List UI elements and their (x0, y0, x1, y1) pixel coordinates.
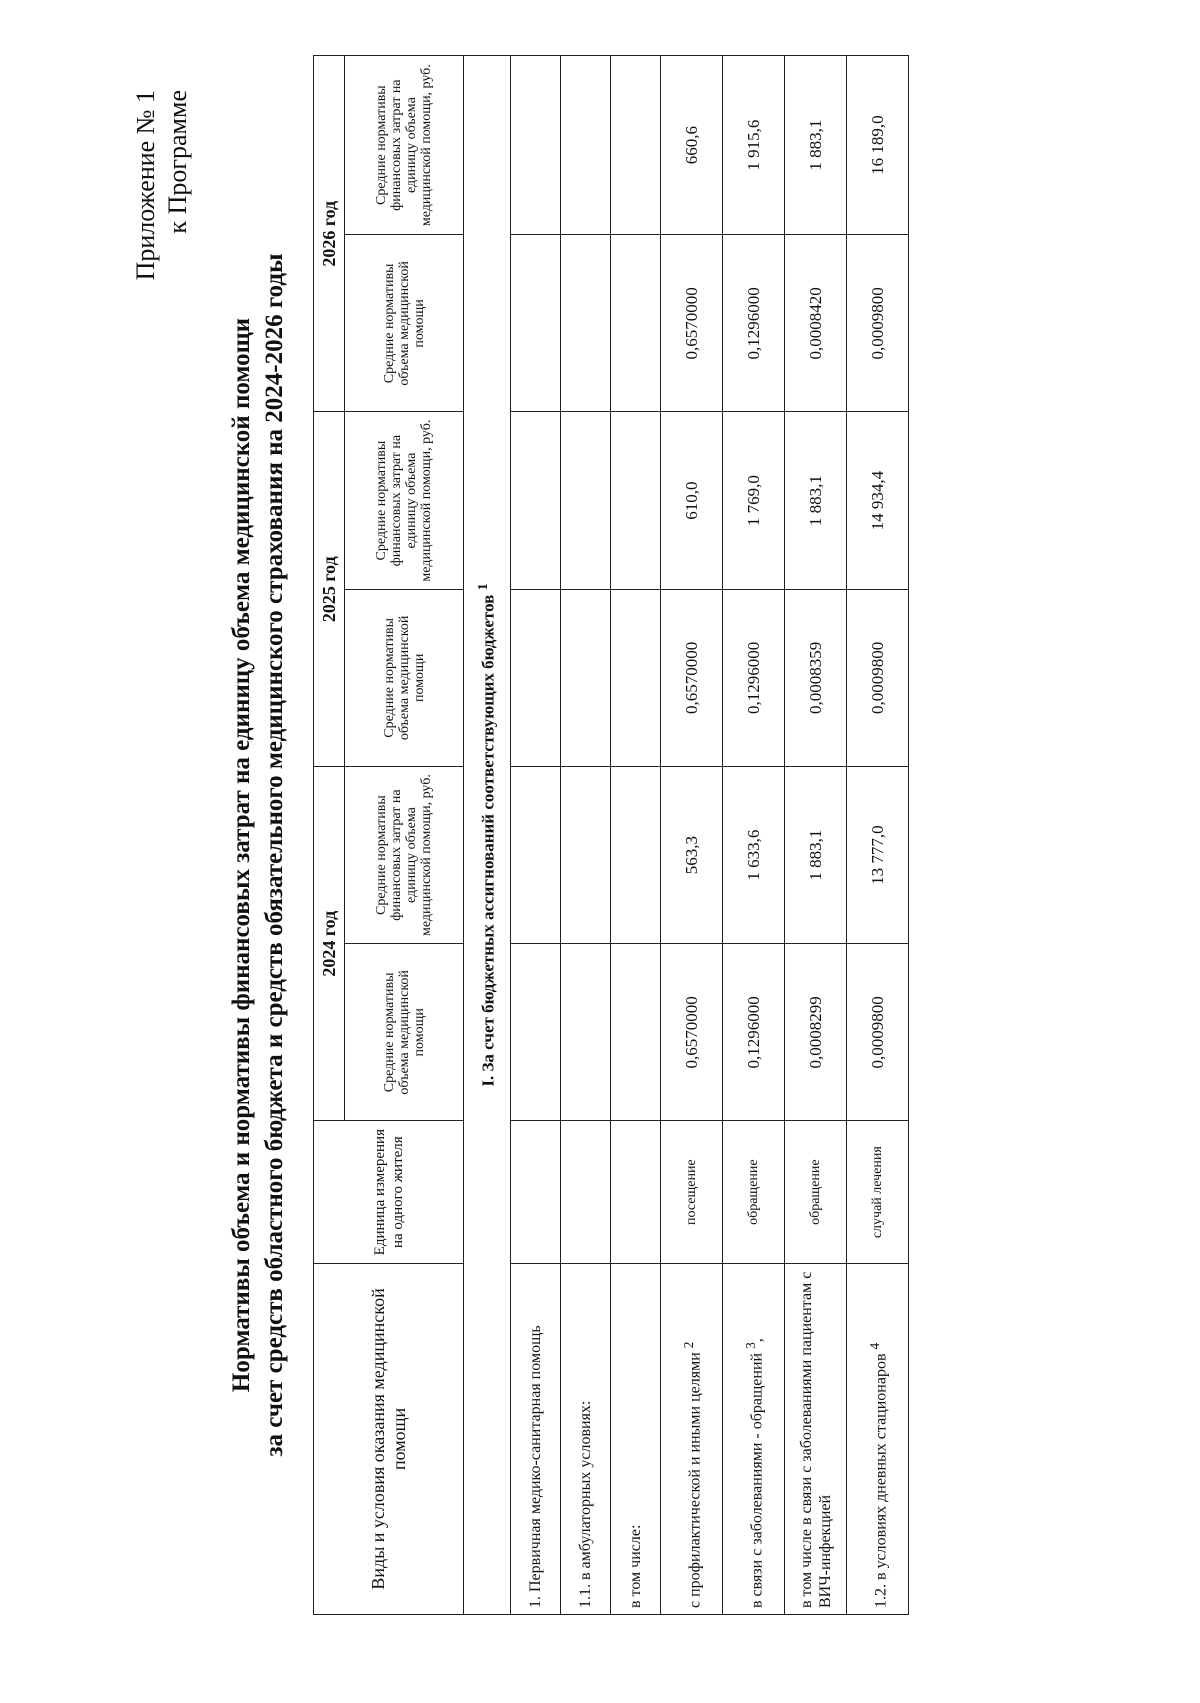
row-unit: обращение (785, 1121, 847, 1263)
row-unit: посещение (661, 1121, 723, 1263)
cell-2026-volume: 0,6570000 (661, 235, 723, 412)
header-volume-2025: Средние нормативы объема медицинской помощи (345, 589, 464, 766)
cell-2025-cost (611, 412, 661, 589)
header-year-2025: 2025 год (314, 412, 345, 766)
row-unit (511, 1121, 561, 1263)
title-line-2: за счет средств областного бюджета и средств обязательного медицинского страхования на 2024-2026 годы (261, 253, 288, 1457)
cell-2026-volume (511, 235, 561, 412)
cell-2026-cost (511, 56, 561, 235)
cell-2026-cost (611, 56, 661, 235)
cell-2024-volume (561, 944, 611, 1121)
cell-2026-volume (611, 235, 661, 412)
cell-2026-cost: 660,6 (661, 56, 723, 235)
table-row (561, 56, 611, 1615)
row-label-text: в связи с заболеваниями - обращений (748, 1352, 766, 1608)
cell-2025-volume: 0,6570000 (661, 589, 723, 766)
row-label-text: с профилактической и иными целями (686, 1352, 704, 1608)
cell-2024-cost: 1 633,6 (723, 766, 785, 943)
cell-2024-volume: 0,6570000 (661, 944, 723, 1121)
cell-2025-cost: 1 883,1 (785, 412, 847, 589)
header-unit: Единица измерения на одного жителя (314, 1121, 464, 1263)
cell-2025-volume (511, 589, 561, 766)
table-row (511, 56, 561, 1615)
cell-2024-cost: 563,3 (661, 766, 723, 943)
row-unit (561, 1121, 611, 1263)
header-year-2026: 2026 год (314, 56, 345, 413)
cell-2024-volume: 0,0008299 (785, 944, 847, 1121)
cell-2025-cost: 1 769,0 (723, 412, 785, 589)
cell-2026-volume: 0,0008420 (785, 235, 847, 412)
cell-2024-cost (611, 766, 661, 943)
row-footnote-mark: 2 (680, 1341, 696, 1349)
table-row (847, 56, 909, 1615)
table-row (785, 56, 847, 1615)
cell-2025-cost (561, 412, 611, 589)
cell-2024-volume (511, 944, 561, 1121)
cell-2026-cost: 1 883,1 (785, 56, 847, 235)
row-unit: обращение (723, 1121, 785, 1263)
header-volume-2024: Средние нормативы объема медицинской помощи (345, 944, 464, 1121)
row-label-suffix: , (748, 1338, 766, 1343)
header-cost-2024: Средние нормативы финансовых затрат на единицу объема медицинской помощи, руб. (345, 766, 464, 943)
row-label (661, 1263, 723, 1614)
document-title (225, 30, 291, 1680)
header-volume-2026: Средние нормативы объема медицинской помощи (345, 235, 464, 412)
cell-2026-cost: 16 189,0 (847, 56, 909, 235)
cell-2024-cost (511, 766, 561, 943)
section-heading (464, 56, 511, 1615)
cell-2025-volume (561, 589, 611, 766)
row-unit: случай лечения (847, 1121, 909, 1263)
cell-2026-volume: 0,1296000 (723, 235, 785, 412)
cell-2025-volume: 0,0008359 (785, 589, 847, 766)
row-label: в том числе в связи с заболеваниями пациентам с ВИЧ-инфекцией (785, 1263, 847, 1614)
cell-2024-volume: 0,1296000 (723, 944, 785, 1121)
row-label (847, 1263, 909, 1614)
cell-2026-volume: 0,0009800 (847, 235, 909, 412)
table-row (723, 56, 785, 1615)
cell-2025-volume: 0,1296000 (723, 589, 785, 766)
row-label (723, 1263, 785, 1614)
cell-2024-volume: 0,0009800 (847, 944, 909, 1121)
cell-2026-cost: 1 915,6 (723, 56, 785, 235)
row-label: 1. Первичная медико-санитарная помощь (511, 1263, 561, 1614)
header-cost-2026: Средние нормативы финансовых затрат на единицу объема медицинской помощи, руб. (345, 56, 464, 235)
section-footnote-mark: 1 (475, 583, 492, 591)
row-footnote-mark: 4 (866, 1342, 882, 1350)
header-type: Виды и условия оказания медицинской помощи (314, 1263, 464, 1614)
cell-2026-volume (561, 235, 611, 412)
appendix-note (130, 90, 194, 280)
cell-2025-cost: 610,0 (661, 412, 723, 589)
section-heading-text: I. За счет бюджетных ассигнований соответствующих бюджетов (478, 594, 498, 1087)
row-label: 1.1. в амбулаторных условиях: (561, 1263, 611, 1614)
cell-2024-cost: 1 883,1 (785, 766, 847, 943)
table-row (611, 56, 661, 1615)
row-footnote-mark: 3 (742, 1342, 758, 1349)
cell-2025-volume (611, 589, 661, 766)
table-row (661, 56, 723, 1615)
appendix-line-1: Приложение № 1 (131, 90, 160, 281)
cell-2026-cost (561, 56, 611, 235)
row-unit (611, 1121, 661, 1263)
cell-2024-volume (611, 944, 661, 1121)
norms-table (313, 55, 909, 1615)
cell-2025-cost: 14 934,4 (847, 412, 909, 589)
appendix-line-2: к Программе (163, 90, 192, 234)
cell-2025-volume: 0,0009800 (847, 589, 909, 766)
cell-2024-cost: 13 777,0 (847, 766, 909, 943)
header-cost-2025: Средние нормативы финансовых затрат на единицу объема медицинской помощи, руб. (345, 412, 464, 589)
cell-2024-cost (561, 766, 611, 943)
row-label: в том числе: (611, 1263, 661, 1614)
cell-2025-cost (511, 412, 561, 589)
row-label-text: 1.2. в условиях дневных стационаров (872, 1353, 890, 1608)
header-year-2024: 2024 год (314, 766, 345, 1120)
rotated-content (30, 30, 1170, 1680)
title-line-1: Нормативы объема и нормативы финансовых затрат на единицу объема медицинской помощи (228, 317, 255, 1393)
